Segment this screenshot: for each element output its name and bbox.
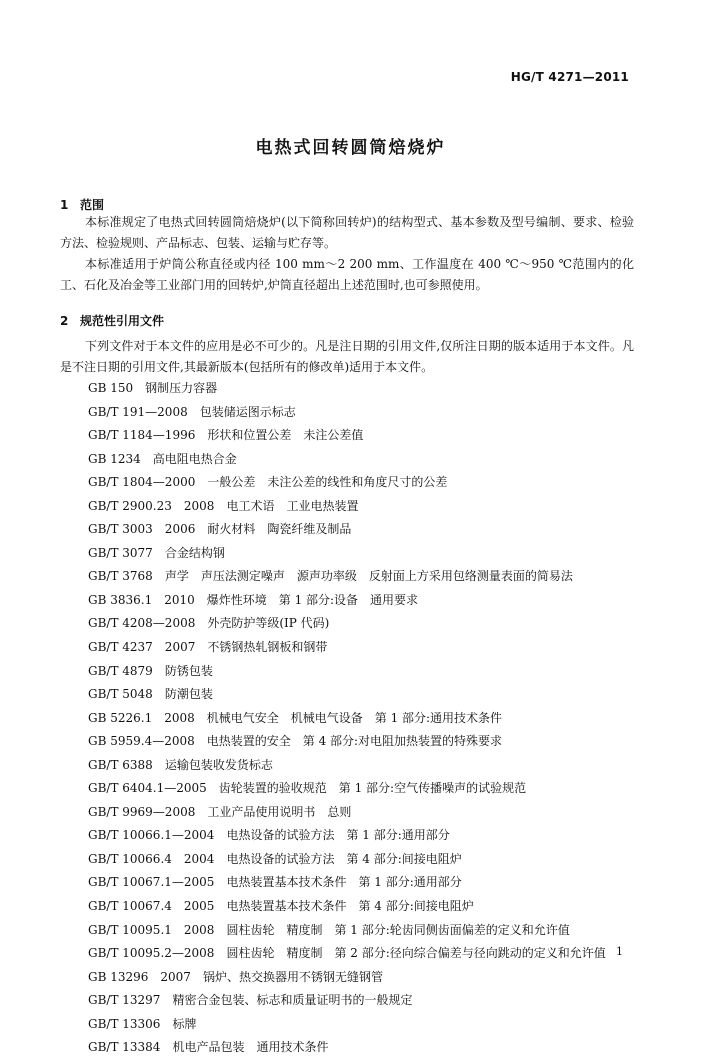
reference-title: 电热装置基本技术条件 第 1 部分:通用部分 (226, 875, 462, 890)
reference-code: GB/T 3768 (88, 569, 153, 584)
reference-list (88, 377, 606, 1060)
reference-item (88, 424, 606, 448)
reference-item (88, 871, 606, 895)
reference-code: GB/T 2900.23 2008 (88, 498, 215, 513)
reference-code: GB/T 4879 (88, 663, 153, 678)
reference-code: GB/T 6404.1—2005 (88, 781, 207, 796)
reference-title: 高电阻电热合金 (152, 451, 237, 466)
reference-code: GB/T 10066.4 2004 (88, 851, 215, 866)
reference-item (88, 401, 606, 425)
reference-title: 电工术语 工业电热装置 (226, 498, 359, 513)
reference-code: GB 1234 (88, 451, 141, 466)
reference-title: 包装储运图示标志 (199, 404, 296, 419)
reference-title: 机电产品包装 通用技术条件 (172, 1040, 329, 1055)
reference-item (88, 919, 606, 943)
reference-title: 锅炉、热交换器用不锈钢无缝钢管 (202, 969, 383, 984)
standard-code: HG/T 4271—2011 (510, 70, 629, 84)
section-1-heading (60, 196, 104, 213)
reference-title: 圆柱齿轮 精度制 第 1 部分:轮齿同侧齿面偏差的定义和允许值 (226, 922, 570, 937)
reference-title: 工业产品使用说明书 总则 (207, 804, 352, 819)
reference-title: 电热设备的试验方法 第 4 部分:间接电阻炉 (226, 851, 462, 866)
reference-item (88, 636, 606, 660)
reference-title: 钢制压力容器 (145, 381, 218, 395)
reference-code: GB 5959.4—2008 (88, 734, 195, 749)
reference-item (88, 495, 606, 519)
reference-code: GB/T 1184—1996 (88, 428, 196, 443)
reference-item (88, 801, 606, 825)
section-1-title: 范围 (80, 198, 105, 212)
reference-item (88, 1036, 606, 1060)
reference-code: GB/T 13306 (88, 1016, 161, 1031)
reference-item (88, 730, 606, 754)
reference-item (88, 754, 606, 778)
reference-item (88, 518, 606, 542)
reference-title: 电热装置基本技术条件 第 4 部分:间接电阻炉 (226, 899, 474, 914)
reference-title: 耐火材料 陶瓷纤维及制品 (207, 522, 352, 537)
reference-item (88, 824, 606, 848)
reference-item (88, 895, 606, 919)
section-1-paragraph-2: 本标准适用于炉筒公称直径或内径 100 mm～2 200 mm、工作温度在 400 ℃～950 ℃范围内的化工、石化及冶金等工业部门用的回转炉,炉筒直径超出上述范围时,也可参照使用。 (60, 257, 634, 292)
reference-item (88, 377, 606, 401)
reference-title: 合金结构钢 (164, 545, 225, 560)
reference-code: GB/T 191—2008 (88, 404, 188, 419)
reference-title: 一般公差 未注公差的线性和角度尺寸的公差 (207, 475, 448, 490)
reference-item (88, 471, 606, 495)
reference-code: GB/T 13384 (88, 1040, 161, 1055)
section-2-heading (60, 312, 164, 329)
reference-code: GB/T 4208—2008 (88, 616, 196, 631)
reference-title: 电热设备的试验方法 第 1 部分:通用部分 (226, 828, 450, 843)
reference-item (88, 989, 606, 1013)
reference-title: 机械电气安全 机械电气设备 第 1 部分:通用技术条件 (206, 710, 503, 725)
reference-code: GB 13296 2007 (88, 969, 191, 984)
section-2-intro: 下列文件对于本文件的应用是必不可少的。凡是注日期的引用文件,仅所注日期的版本适用于本文件。凡是不注日期的引用文件,其最新版本(包括所有的修改单)适用于本文件。 (60, 339, 634, 374)
reference-item (88, 777, 606, 801)
reference-item (88, 589, 606, 613)
reference-code: GB/T 9969—2008 (88, 804, 196, 819)
reference-title: 不锈钢热轧钢板和钢带 (207, 640, 328, 655)
reference-code: GB/T 6388 (88, 757, 153, 772)
reference-code: GB/T 10067.1—2005 (88, 875, 215, 890)
reference-item (88, 542, 606, 566)
reference-code: GB 150 (88, 381, 134, 395)
section-2-title: 规范性引用文件 (80, 314, 165, 328)
reference-code: GB 3836.1 2010 (88, 592, 195, 607)
reference-code: GB/T 10067.4 2005 (88, 899, 215, 914)
reference-code: GB/T 10066.1—2004 (88, 828, 215, 843)
reference-title: 运输包装收发货标志 (164, 757, 273, 772)
reference-title: 精密合金包装、标志和质量证明书的一般规定 (172, 993, 413, 1008)
page-number: 1 (616, 945, 623, 958)
reference-item (88, 848, 606, 872)
reference-code: GB/T 3003 2006 (88, 522, 196, 537)
reference-item (88, 448, 606, 472)
reference-code: GB/T 1804—2000 (88, 475, 196, 490)
reference-title: 标牌 (172, 1016, 197, 1031)
reference-item (88, 612, 606, 636)
reference-title: 防潮包装 (164, 687, 213, 702)
reference-item (88, 942, 606, 966)
reference-item (88, 1013, 606, 1037)
section-2-number: 2 (60, 314, 69, 328)
reference-title: 爆炸性环境 第 1 部分:设备 通用要求 (206, 592, 419, 607)
reference-title: 声学 声压法测定噪声 源声功率级 反射面上方采用包络测量表面的简易法 (164, 569, 573, 584)
reference-code: GB/T 13297 (88, 993, 161, 1008)
reference-item (88, 966, 606, 990)
document-title: 电热式回转圆筒焙烧炉 (255, 138, 446, 158)
reference-code: GB 5226.1 2008 (88, 710, 195, 725)
reference-item (88, 683, 606, 707)
section-1-number: 1 (60, 198, 69, 212)
reference-code: GB/T 3077 (88, 545, 153, 560)
reference-title: 形状和位置公差 未注公差值 (207, 428, 364, 443)
reference-item (88, 707, 606, 731)
reference-title: 电热装置的安全 第 4 部分:对电阻加热装置的特殊要求 (206, 734, 503, 749)
reference-code: GB/T 4237 2007 (88, 640, 196, 655)
reference-code: GB/T 10095.1 2008 (88, 922, 215, 937)
reference-code: GB/T 5048 (88, 687, 153, 702)
reference-title: 齿轮装置的验收规范 第 1 部分:空气传播噪声的试验规范 (218, 781, 527, 796)
reference-item (88, 660, 606, 684)
section-1-paragraph-1: 本标准规定了电热式回转圆筒焙烧炉(以下简称回转炉)的结构型式、基本参数及型号编制、要求、检验方法、检验规则、产品标志、包装、运输与贮存等。 (60, 215, 634, 250)
reference-title: 圆柱齿轮 精度制 第 2 部分:径向综合偏差与径向跳动的定义和允许值 (226, 946, 606, 961)
reference-title: 外壳防护等级(IP 代码) (207, 616, 330, 631)
reference-item (88, 565, 606, 589)
reference-title: 防锈包装 (164, 663, 213, 678)
reference-code: GB/T 10095.2—2008 (88, 946, 215, 961)
